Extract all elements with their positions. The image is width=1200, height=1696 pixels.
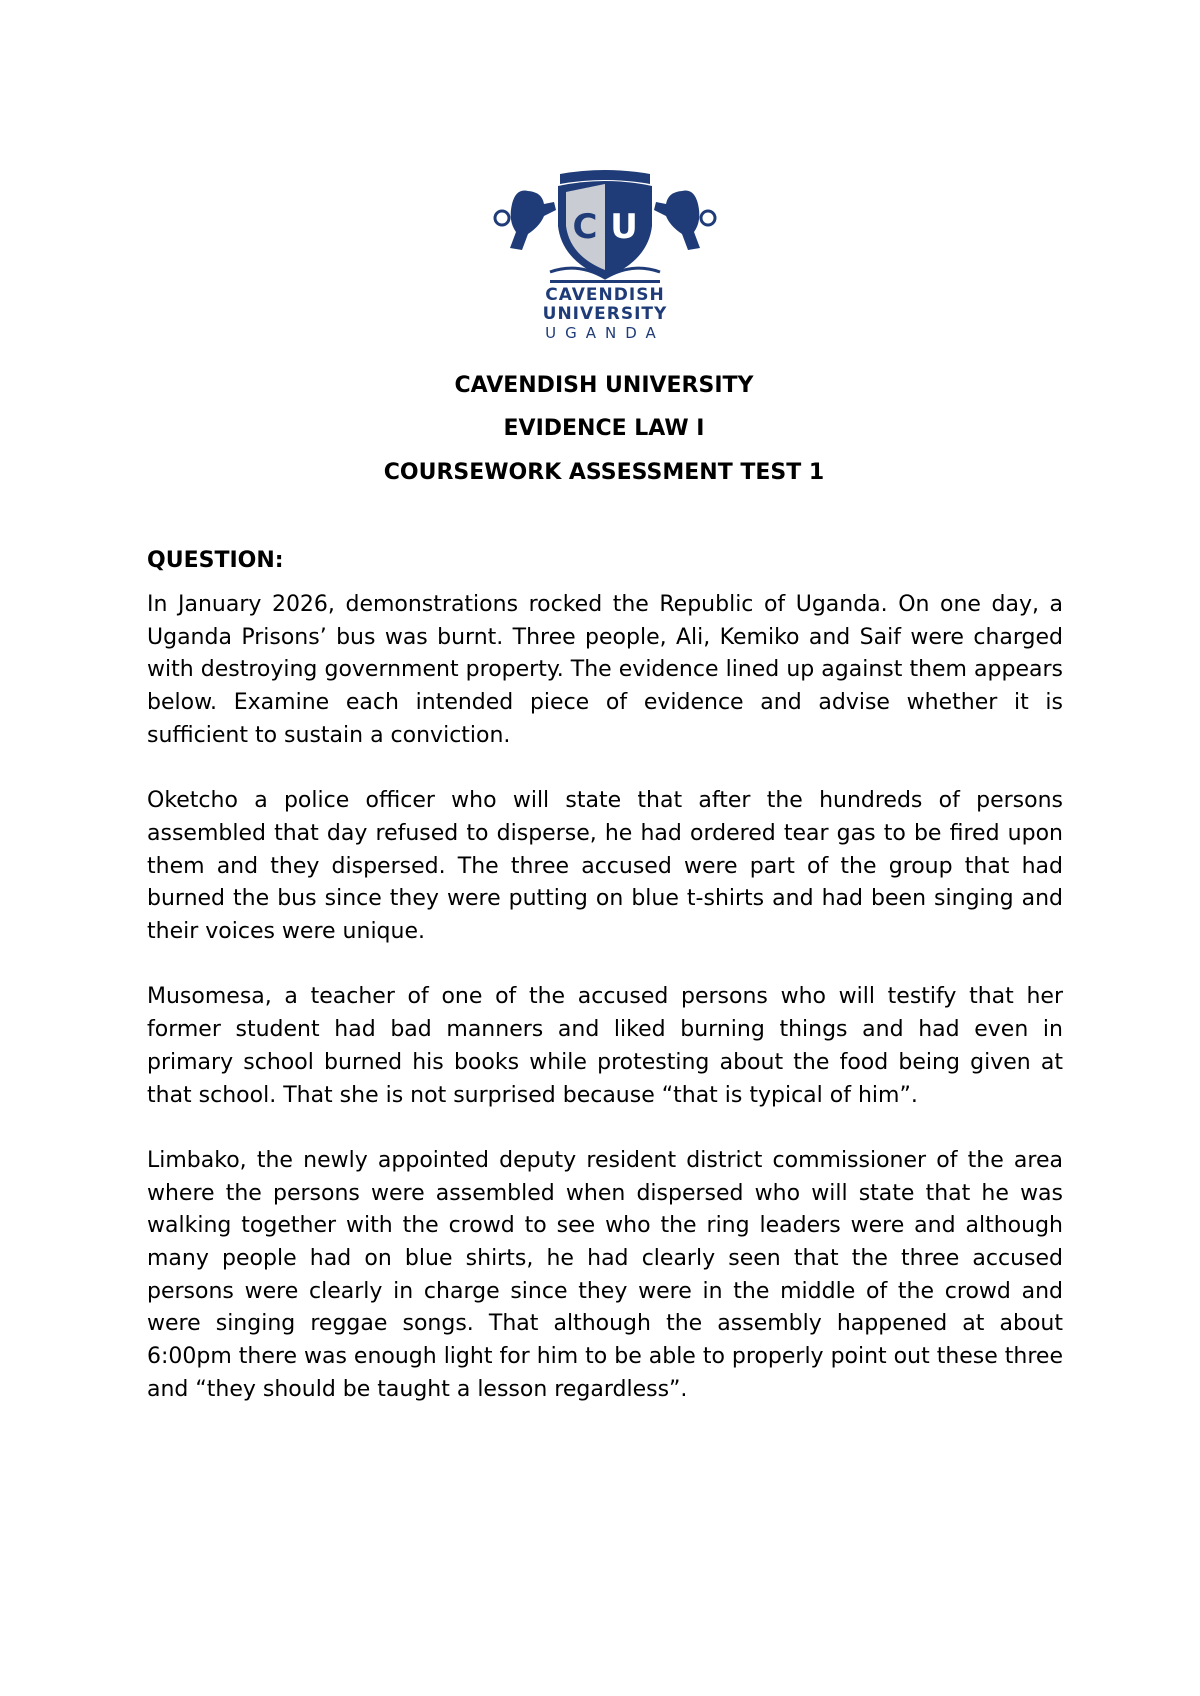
course-title: EVIDENCE LAW I (503, 416, 705, 441)
institution-title: CAVENDISH UNIVERSITY (454, 373, 754, 398)
question-body (147, 589, 1063, 1439)
logo-text-uganda: UGANDA (545, 324, 665, 342)
svg-text:U: U (610, 207, 638, 247)
university-logo (488, 166, 722, 342)
evidence-oketcho: Oketcho a police officer who will state that after the hundreds of persons assembled that day refused to disperse, he had ordered tear gas to be fired upon them and they dispersed. The three accused were part of the group that had burned the bus since they were putting on blue t-shirts and had been singing and their voices were unique. (147, 788, 1063, 945)
svg-text:C: C (572, 207, 598, 247)
question-label: QUESTION: (147, 548, 284, 573)
evidence-limbako: Limbako, the newly appointed deputy resident district commissioner of the area where the persons were assembled when dispersed who will state that he was walking together with the crowd to see who the ring leaders were and although many people had on blue shirts, he had clearly seen that the three accused persons were clearly in charge since they were in the middle of the crowd and were singing reggae songs. That although the assembly happened at about 6:00pm there was enough light for him to be able to properly point out these three and “they should be taught a lesson regardless”. (147, 1147, 1063, 1402)
logo-text-university: UNIVERSITY (542, 304, 668, 324)
assessment-title: COURSEWORK ASSESSMENT TEST 1 (383, 460, 825, 485)
logo-text-cavendish: CAVENDISH (545, 285, 665, 305)
question-paragraph: In January 2026, demonstrations rocked the Republic of Uganda. On one day, a Uganda Prisons’ bus was burnt. Three people, Ali, Kemiko and Saif were charged with destroying government property. The evidence lined up against them appears below. Examine each intended piece of evidence and advise whether it is sufficient to sustain a conviction. (147, 592, 1063, 748)
evidence-musomesa: Musomesa, a teacher of one of the accused persons who will testify that her former student had bad manners and liked burning things and had even in primary school burned his books while protesting about the food being given at that school. That she is not surprised because “that is typical of him”. (147, 984, 1063, 1108)
